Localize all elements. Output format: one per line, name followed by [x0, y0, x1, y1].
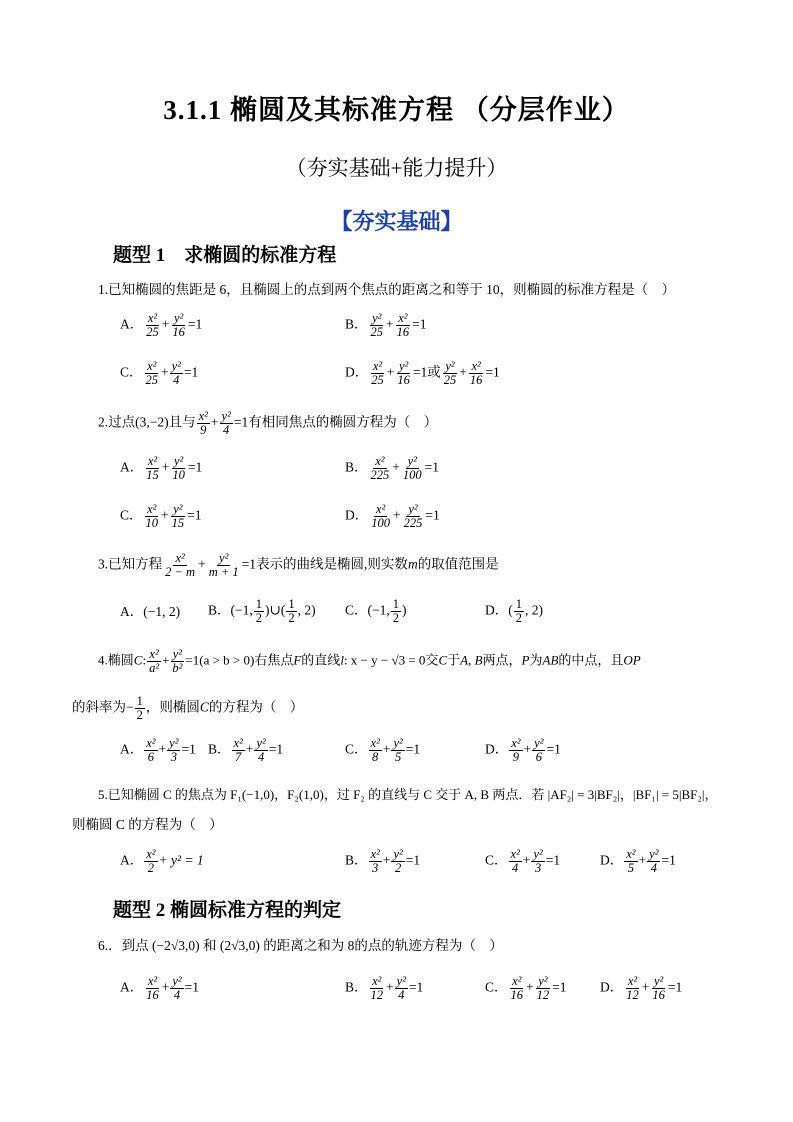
topic-heading-1: 题型 1 求椭圆的标准方程: [113, 245, 337, 266]
q3-option-b: B．(−1, $\frac{1}{2}$ )∪( $\frac{1}{2}$ , 2): [208, 597, 316, 625]
q1-option-d: D． $\frac{\text{x²}}{25}$ + $\frac{\text{y²}}{16}$ =1或 $\frac{\text{y²}}{25}$ + $\frac{\text{x²}}{16}$ =1: [345, 359, 500, 387]
question-3: 3.已知方程 $\frac{\text{x²}}{2 - m}$ + $\frac{\text{y²}}{m + 1}$ =1表示的曲线是椭圆,则实数m的取值范围是: [98, 551, 499, 579]
q5-option-c: C． $\frac{\text{x²}}{4}$ + $\frac{\text{y²}}{3}$ =1: [485, 847, 561, 875]
q2-option-b: B． $\frac{\text{x²}}{225}$ + $\frac{\text{y²}}{100}$ =1: [345, 454, 440, 482]
q3-option-a: A．(−1, 2): [120, 604, 181, 619]
q4-option-c: C． $\frac{\text{x²}}{8}$ + $\frac{\text{y²}}{5}$ =1: [345, 736, 421, 764]
q1-option-b: B． $\frac{\text{y²}}{25}$ + $\frac{\text{x²}}{16}$ =1: [345, 311, 427, 339]
q6-option-d: D． $\frac{\text{x²}}{12}$ + $\frac{\text{y²}}{16}$ =1: [600, 974, 683, 1002]
q5-option-a: A． $\frac{\text{x²}}{2}$ + y² = 1: [120, 847, 204, 875]
q4-option-a: A． $\frac{\text{x²}}{6}$ + $\frac{\text{y²}}{3}$ =1: [120, 736, 196, 764]
q6-option-c: C． $\frac{\text{x²}}{16}$ + $\frac{\text{y²}}{12}$ =1: [485, 974, 567, 1002]
section-heading: 【夯实基础】: [330, 209, 463, 234]
q6-option-a: A． $\frac{\text{x²}}{16}$ + $\frac{\text{y²}}{4}$ =1: [120, 974, 200, 1002]
question-4-line-2: 的斜率为− $\frac{1}{2}$ ，则椭圆C的方程为（ ）: [72, 694, 304, 722]
question-4-line-1: 4.椭圆C: $\frac{\text{x²}}{\text{a²}}$ + $\frac{\text{y²}}{\text{b²}}$ =1(a > b > 0)右焦点F的直线l: x − y − √3 = 0交C于A, B两点，P为AB的中点，且OP: [98, 647, 641, 675]
q2-option-c: C． $\frac{\text{x²}}{10}$ + $\frac{\text{y²}}{15}$ =1: [120, 502, 202, 530]
q1-option-a: A． $\frac{\text{x²}}{25}$ + $\frac{\text{y²}}{16}$ =1: [120, 311, 203, 339]
q2-option-a: A． $\frac{\text{x²}}{15}$ + $\frac{\text{y²}}{10}$ =1: [120, 454, 203, 482]
q4-option-b: B． $\frac{\text{x²}}{7}$ + $\frac{\text{y²}}{4}$ =1: [208, 736, 284, 764]
q3-option-c: C．(−1, $\frac{1}{2}$ ): [345, 597, 407, 625]
topic-heading-2: 题型 2 椭圆标准方程的判定: [113, 900, 342, 921]
question-5-line-1: 5.已知椭圆 C 的焦点为 F₁(−1,0)，F₂(1,0)，过 F₂ 的直线与 C 交于 A, B 两点．若 |AF₂| = 3|BF₂|，|BF₁| = 5|BF₂|，: [98, 787, 718, 802]
question-5-line-2: 则椭圆 C 的方程为（ ）: [72, 817, 223, 832]
q5-option-d: D． $\frac{\text{x²}}{5}$ + $\frac{\text{y²}}{4}$ =1: [600, 847, 676, 875]
question-2: 2.过点(3,−2)且与 $\frac{\text{x²}}{9}$ + $\frac{\text{y²}}{4}$ =1有相同焦点的椭圆方程为（ ）: [98, 409, 438, 437]
q6-option-b: B． $\frac{\text{x²}}{12}$ + $\frac{\text{y²}}{4}$ =1: [345, 974, 424, 1002]
q2-option-d: D． $\frac{\text{x²}}{100}$ + $\frac{\text{y²}}{225}$ =1: [345, 502, 440, 530]
page-title: 3.1.1 椭圆及其标准方程 （分层作业）: [163, 95, 630, 125]
q5-option-b: B． $\frac{\text{x²}}{3}$ + $\frac{\text{y²}}{2}$ =1: [345, 847, 421, 875]
q4-option-d: D． $\frac{\text{x²}}{9}$ + $\frac{\text{y²}}{6}$ =1: [485, 736, 561, 764]
question-1: 1.已知椭圆的焦距是 6，且椭圆上的点到两个焦点的距离之和等于 10，则椭圆的标准方程是（ ）: [98, 282, 676, 297]
q3-option-d: D．( $\frac{1}{2}$ , 2): [485, 597, 543, 625]
question-6: 6.．到点 (−2√3,0) 和 (2√3,0) 的距离之和为 8的点的轨迹方程为（ ）: [98, 938, 503, 953]
page-subtitle: （夯实基础+能力提升）: [285, 156, 508, 180]
q1-option-c: C． $\frac{\text{x²}}{25}$ + $\frac{\text{y²}}{4}$ =1: [120, 359, 199, 387]
